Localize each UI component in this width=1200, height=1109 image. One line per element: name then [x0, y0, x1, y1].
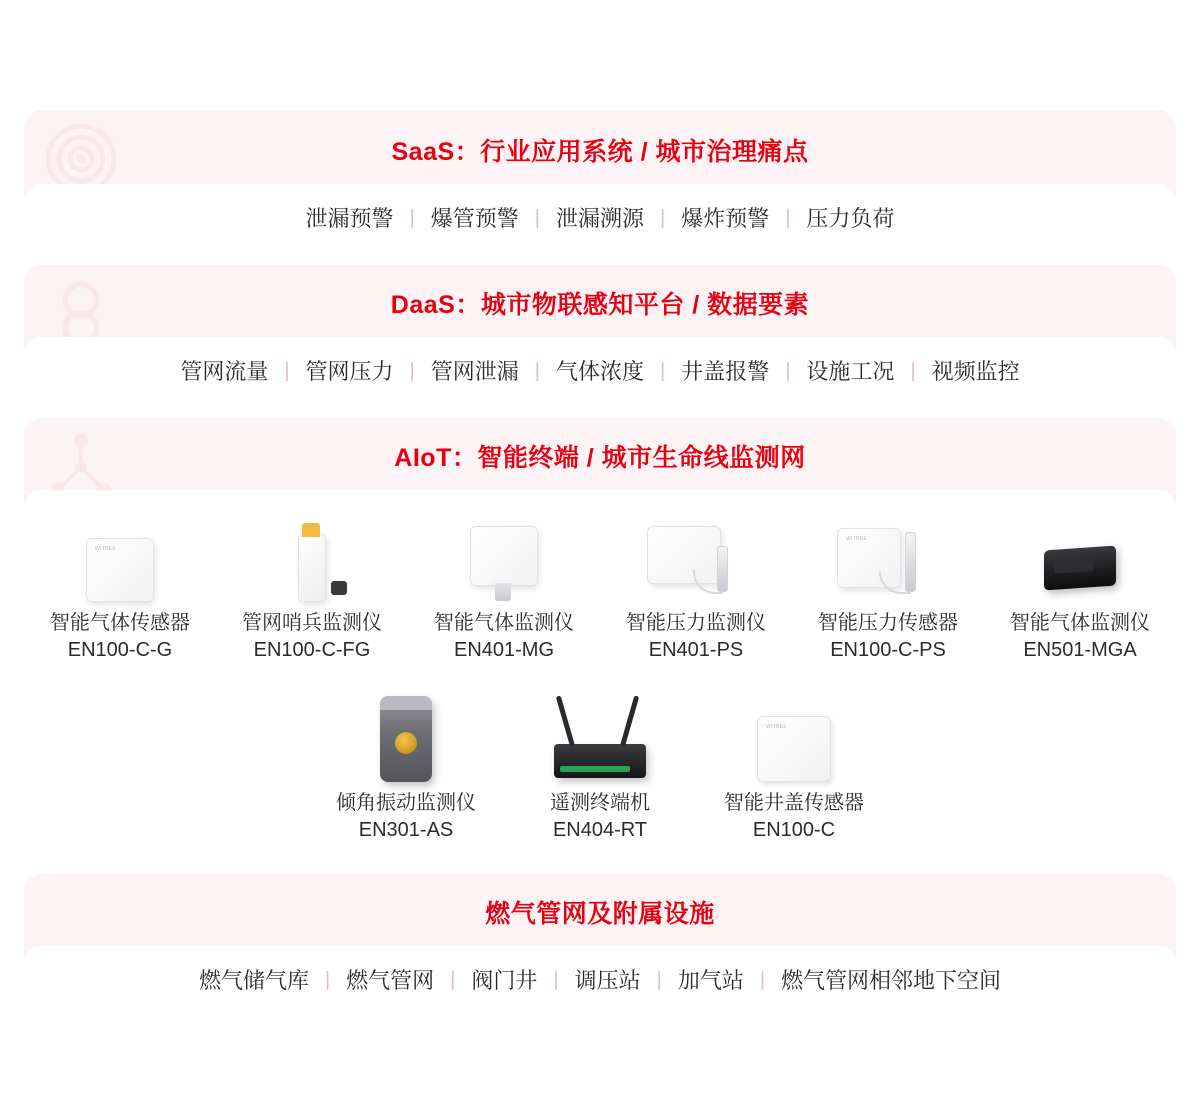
telemetry-terminal-icon: [505, 686, 695, 782]
divider: |: [553, 968, 559, 991]
divider: |: [534, 206, 540, 229]
device-name: 管网哨兵监测仪: [242, 612, 382, 634]
band-saas-items: [24, 184, 1176, 253]
device-card-gas-sensor[interactable]: [24, 506, 216, 664]
saas-item-3[interactable]: 爆炸预警: [681, 206, 770, 231]
divider: |: [785, 206, 791, 229]
gas-monitor-black-icon: [986, 506, 1174, 602]
device-name: 智能气体监测仪: [1010, 612, 1150, 634]
band-aiot-title: [24, 418, 1176, 490]
divider: |: [284, 359, 290, 382]
band-aiot-title-main: 智能终端 / 城市生命线监测网: [477, 444, 806, 472]
band-saas-title: [24, 110, 1176, 184]
band-pipe-body: [24, 946, 1176, 1015]
device-name: 倾角振动监测仪: [336, 792, 476, 814]
device-card-gas-monitor[interactable]: [408, 506, 600, 664]
band-saas: [24, 110, 1176, 253]
saas-item-4[interactable]: 压力负荷: [806, 206, 895, 231]
band-aiot-body: [24, 490, 1176, 862]
device-model: EN404-RT: [552, 819, 648, 841]
device-card-pipeline-sentry[interactable]: [216, 506, 408, 664]
device-card-pressure-monitor[interactable]: [600, 506, 792, 664]
pipe-item-5[interactable]: 燃气管网相邻地下空间: [781, 968, 1002, 993]
pipe-item-1[interactable]: 燃气管网: [346, 968, 435, 993]
device-name: 智能气体传感器: [50, 612, 190, 634]
device-name: 遥测终端机: [550, 792, 650, 814]
saas-item-0[interactable]: 泄漏预警: [305, 206, 394, 231]
device-model: EN100-C-PS: [830, 639, 946, 661]
device-model: EN301-AS: [358, 819, 454, 841]
divider: |: [660, 206, 666, 229]
pipe-item-0[interactable]: 燃气储气库: [198, 968, 309, 993]
band-pipe: [24, 874, 1176, 1015]
divider: |: [534, 359, 540, 382]
device-name: 智能井盖传感器: [724, 792, 864, 814]
daas-item-2[interactable]: 管网泄漏: [430, 359, 519, 384]
tilt-vibration-monitor-icon: [311, 686, 501, 782]
band-saas-title-prefix: SaaS：: [391, 138, 481, 166]
device-model: EN100-C-G: [67, 639, 173, 661]
gas-monitor-icon: [410, 506, 598, 602]
divider: |: [450, 968, 456, 991]
divider: |: [910, 359, 916, 382]
divider: |: [409, 359, 415, 382]
daas-item-1[interactable]: 管网压力: [305, 359, 394, 384]
pressure-monitor-icon: [602, 506, 790, 602]
band-aiot-title-prefix: AIoT：: [394, 444, 478, 472]
pipe-item-4[interactable]: 加气站: [677, 968, 744, 993]
pipe-item-2[interactable]: 阀门井: [471, 968, 538, 993]
device-row-2: [24, 664, 1176, 844]
band-daas-items: [24, 337, 1176, 406]
band-daas-title: [24, 265, 1176, 337]
device-card-gas-monitor-black[interactable]: [984, 506, 1176, 664]
device-model: EN100-C-FG: [253, 639, 371, 661]
saas-item-1[interactable]: 爆管预警: [430, 206, 519, 231]
daas-item-0[interactable]: 管网流量: [180, 359, 269, 384]
divider: |: [324, 968, 331, 991]
device-name: 智能压力传感器: [818, 612, 958, 634]
daas-item-3[interactable]: 气体浓度: [555, 359, 644, 384]
divider: |: [785, 359, 791, 382]
device-card-tilt-vibration[interactable]: [309, 686, 503, 844]
device-model: EN401-MG: [453, 639, 555, 661]
band-daas: [24, 265, 1176, 406]
device-model: EN100-C: [752, 819, 836, 841]
band-saas-body: [24, 184, 1176, 253]
band-saas-title-main: 行业应用系统 / 城市治理痛点: [480, 138, 809, 166]
band-daas-title-prefix: DaaS：: [390, 291, 481, 319]
device-row-1: [24, 490, 1176, 664]
divider: |: [660, 359, 666, 382]
pipeline-sentry-icon: [218, 506, 406, 602]
device-name: 智能压力监测仪: [626, 612, 766, 634]
band-aiot: [24, 418, 1176, 862]
band-daas-title-main: 城市物联感知平台 / 数据要素: [480, 291, 810, 319]
divider: |: [409, 206, 415, 229]
daas-item-6[interactable]: 视频监控: [931, 359, 1020, 384]
device-model: EN501-MGA: [1023, 639, 1137, 661]
band-pipe-items: [24, 946, 1176, 1015]
manhole-sensor-icon: WITBEE: [699, 686, 889, 782]
device-card-manhole-sensor[interactable]: [697, 686, 891, 844]
divider: |: [759, 968, 766, 991]
band-daas-body: [24, 337, 1176, 406]
pipe-item-3[interactable]: 调压站: [574, 968, 641, 993]
divider: |: [656, 968, 662, 991]
band-pipe-title: 燃气管网及附属设施: [485, 900, 715, 928]
saas-item-2[interactable]: 泄漏溯源: [555, 206, 644, 231]
daas-item-5[interactable]: 设施工况: [806, 359, 895, 384]
device-card-telemetry-terminal[interactable]: [503, 686, 697, 844]
device-card-pressure-sensor[interactable]: [792, 506, 984, 664]
daas-item-4[interactable]: 井盖报警: [681, 359, 770, 384]
device-name: 智能气体监测仪: [434, 612, 574, 634]
gas-sensor-box-icon: WITBEE: [26, 506, 214, 602]
device-model: EN401-PS: [648, 639, 744, 661]
pressure-sensor-icon: WITBEE: [794, 506, 982, 602]
